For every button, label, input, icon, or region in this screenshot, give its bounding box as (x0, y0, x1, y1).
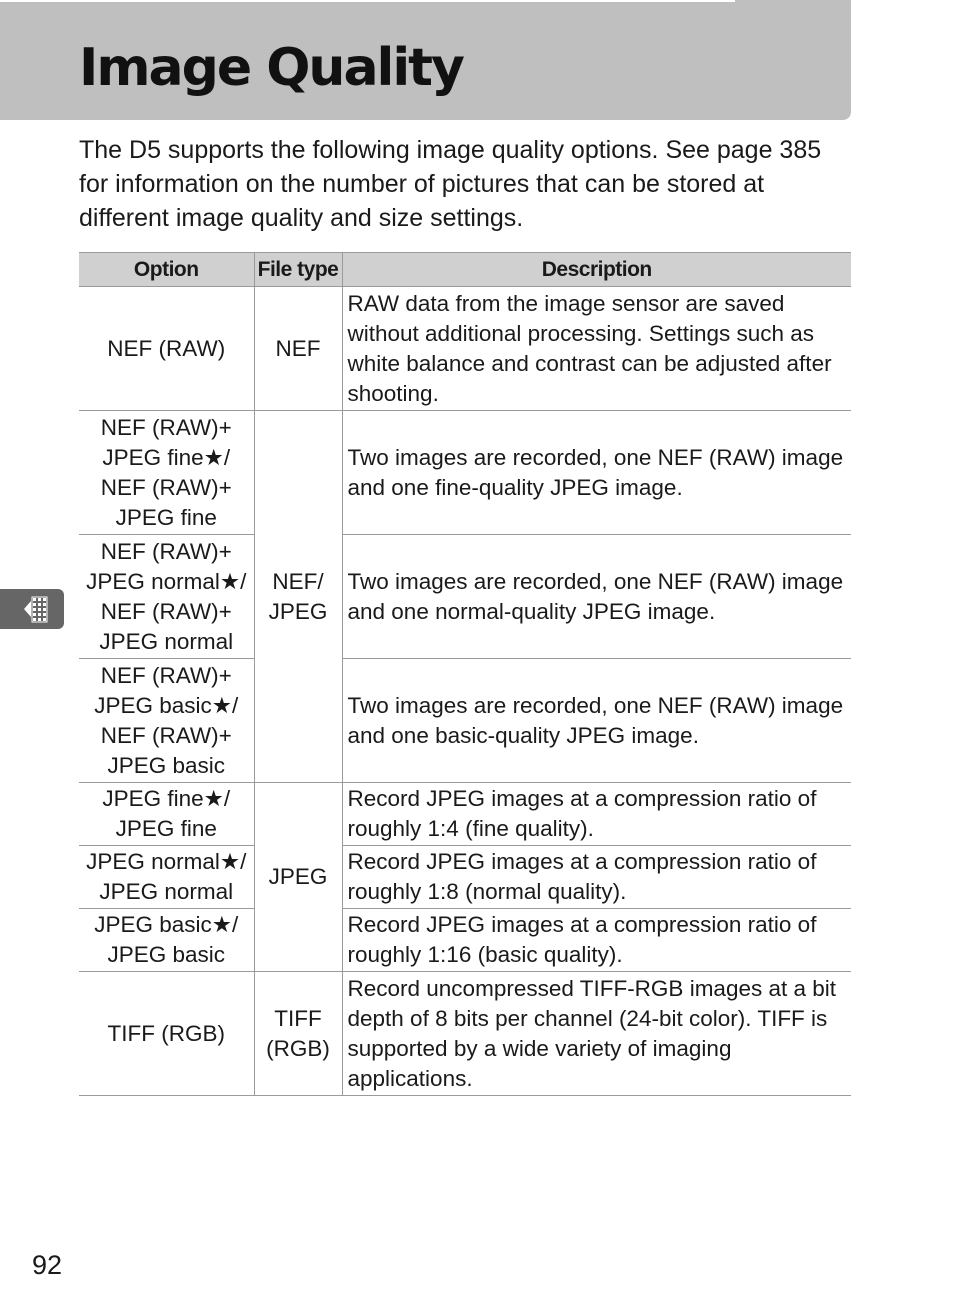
option-line: JPEG normal (99, 879, 234, 904)
option-line: TIFF (RGB) (107, 1020, 225, 1046)
description-cell: Two images are recorded, one NEF (RAW) image and one normal-quality JPEG image. (342, 535, 851, 659)
option-line: JPEG normal (99, 628, 234, 654)
option-line: JPEG fine★/ (102, 786, 231, 811)
file-type-line: NEF (275, 335, 321, 361)
file-type-cell (254, 783, 342, 972)
option-cell (79, 846, 254, 909)
table-row (79, 535, 851, 659)
option-cell (79, 659, 254, 783)
file-type-line: TIFF (274, 1005, 322, 1031)
option-line: JPEG fine (115, 816, 217, 841)
option-cell (79, 972, 254, 1096)
description-cell: Two images are recorded, one NEF (RAW) image and one fine-quality JPEG image. (342, 411, 851, 535)
description-cell: Record uncompressed TIFF-RGB images at a bit depth of 8 bits per channel (24-bit color). TIFF is supported by a wide variety of imaging applications. (342, 972, 851, 1096)
page-number: 92 (32, 1250, 63, 1280)
header-top-line (0, 0, 735, 2)
file-type-line: JPEG (268, 598, 328, 624)
option-cell (79, 535, 254, 659)
option-line: JPEG basic★/ (94, 692, 239, 718)
option-line: NEF (RAW) (107, 335, 226, 361)
image-quality-table (79, 252, 851, 1096)
file-type-line: JPEG (268, 864, 328, 889)
option-line: JPEG normal★/ (86, 849, 247, 874)
file-type-line: (RGB) (266, 1035, 330, 1061)
header-option: Option (79, 253, 254, 287)
file-type-cell (254, 972, 342, 1096)
option-cell (79, 287, 254, 411)
intro-paragraph: The D5 supports the following image quality options. See page 385 for information on the number of pictures that can be stored at different image quality and size settings. (79, 136, 822, 232)
option-line: NEF (RAW)+ (100, 414, 232, 440)
table-header-row (79, 253, 851, 287)
option-line: NEF (RAW)+ (100, 722, 232, 748)
header-file-type: File type (254, 253, 342, 287)
table-row (79, 411, 851, 535)
option-line: NEF (RAW)+ (100, 662, 232, 688)
description-cell: RAW data from the image sensor are saved without additional processing. Settings such as white balance and contrast can be adjusted after shooting. (342, 287, 851, 411)
file-type-line: NEF/ (272, 568, 324, 594)
description-cell: Record JPEG images at a compression ratio of roughly 1:16 (basic quality). (342, 909, 851, 972)
shooting-menu-icon (22, 594, 56, 624)
option-cell (79, 783, 254, 846)
table-row (79, 287, 851, 411)
option-line: NEF (RAW)+ (100, 598, 232, 624)
header-description: Description (342, 253, 851, 287)
option-line: JPEG basic (107, 942, 226, 967)
option-line: JPEG normal★/ (86, 568, 247, 594)
page-title: Image Quality (79, 38, 463, 98)
option-line: JPEG fine (115, 504, 217, 530)
file-type-cell (254, 411, 342, 783)
option-cell (79, 909, 254, 972)
file-type-cell (254, 287, 342, 411)
option-line: JPEG basic (107, 752, 226, 778)
table-row (79, 659, 851, 783)
table-row (79, 846, 851, 909)
section-side-tab[interactable] (0, 589, 64, 629)
table-row (79, 972, 851, 1096)
table-row (79, 783, 851, 846)
option-line: JPEG fine★/ (102, 444, 231, 470)
option-line: NEF (RAW)+ (100, 474, 232, 500)
description-cell: Record JPEG images at a compression ratio of roughly 1:8 (normal quality). (342, 846, 851, 909)
option-cell (79, 411, 254, 535)
option-line: NEF (RAW)+ (100, 538, 232, 564)
description-cell: Record JPEG images at a compression ratio of roughly 1:4 (fine quality). (342, 783, 851, 846)
table-row (79, 909, 851, 972)
option-line: JPEG basic★/ (94, 912, 239, 937)
description-cell: Two images are recorded, one NEF (RAW) image and one basic-quality JPEG image. (342, 659, 851, 783)
